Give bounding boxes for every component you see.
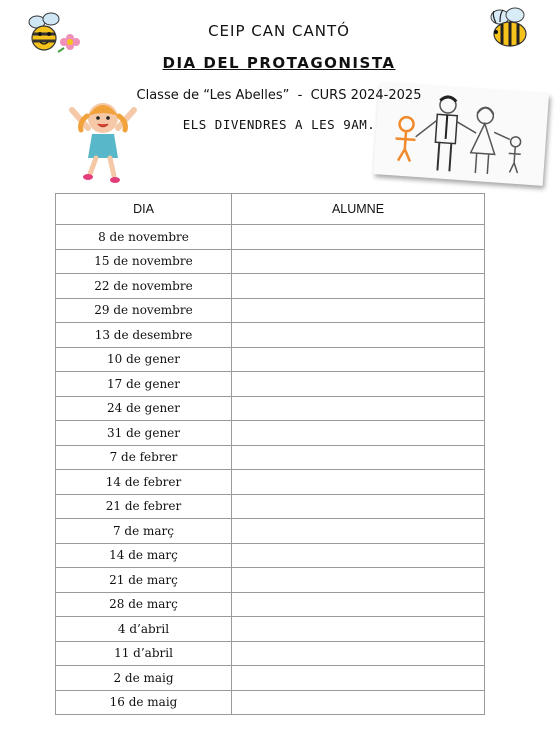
date-cell: 21 de febrer	[56, 494, 232, 519]
table-row	[56, 666, 485, 691]
student-cell[interactable]	[232, 592, 485, 617]
date-cell: 10 de gener	[56, 347, 232, 372]
schedule-text: ELS DIVENDRES A LES 9AM.	[182, 117, 376, 132]
column-header-dia: DIA	[56, 194, 232, 225]
table-header-row	[56, 194, 485, 225]
student-cell[interactable]	[232, 641, 485, 666]
date-cell: 21 de març	[56, 568, 232, 593]
page-title: DIA DEL PROTAGONISTA	[162, 54, 396, 72]
table-row	[56, 519, 485, 544]
date-cell: 15 de novembre	[56, 249, 232, 274]
table-row	[56, 421, 485, 446]
table-row	[56, 249, 485, 274]
table-row	[56, 445, 485, 470]
table-row	[56, 617, 485, 642]
student-cell[interactable]	[232, 249, 485, 274]
student-cell[interactable]	[232, 470, 485, 495]
table-row	[56, 543, 485, 568]
class-year-text: Classe de “Les Abelles” - CURS 2024-2025	[136, 88, 422, 103]
date-cell: 29 de novembre	[56, 298, 232, 323]
student-cell[interactable]	[232, 298, 485, 323]
table-row	[56, 396, 485, 421]
table-row	[56, 494, 485, 519]
student-cell[interactable]	[232, 617, 485, 642]
student-cell[interactable]	[232, 445, 485, 470]
class-year-subtitle	[0, 88, 558, 103]
student-cell[interactable]	[232, 372, 485, 397]
date-cell: 4 d’abril	[56, 617, 232, 642]
date-cell: 8 de novembre	[56, 225, 232, 250]
student-cell[interactable]	[232, 421, 485, 446]
student-cell[interactable]	[232, 690, 485, 715]
table-row	[56, 568, 485, 593]
student-cell[interactable]	[232, 347, 485, 372]
school-name: CEIP CAN CANTÓ	[208, 22, 350, 40]
table-row	[56, 470, 485, 495]
date-cell: 28 de març	[56, 592, 232, 617]
date-cell: 7 de març	[56, 519, 232, 544]
date-cell: 11 d’abril	[56, 641, 232, 666]
date-cell: 7 de febrer	[56, 445, 232, 470]
table-row	[56, 690, 485, 715]
student-cell[interactable]	[232, 568, 485, 593]
table-row	[56, 592, 485, 617]
date-cell: 2 de maig	[56, 666, 232, 691]
date-cell: 17 de gener	[56, 372, 232, 397]
date-cell: 14 de març	[56, 543, 232, 568]
student-cell[interactable]	[232, 274, 485, 299]
student-cell[interactable]	[232, 396, 485, 421]
table-row	[56, 225, 485, 250]
date-cell: 22 de novembre	[56, 274, 232, 299]
table-row	[56, 323, 485, 348]
student-cell[interactable]	[232, 543, 485, 568]
date-cell: 14 de febrer	[56, 470, 232, 495]
protagonist-schedule-table	[55, 193, 485, 715]
student-cell[interactable]	[232, 323, 485, 348]
column-header-alumne: ALUMNE	[232, 194, 485, 225]
student-cell[interactable]	[232, 225, 485, 250]
table-row	[56, 347, 485, 372]
student-cell[interactable]	[232, 494, 485, 519]
student-cell[interactable]	[232, 666, 485, 691]
student-cell[interactable]	[232, 519, 485, 544]
table-row	[56, 372, 485, 397]
date-cell: 13 de desembre	[56, 323, 232, 348]
date-cell: 24 de gener	[56, 396, 232, 421]
date-cell: 16 de maig	[56, 690, 232, 715]
table-row	[56, 641, 485, 666]
table-row	[56, 274, 485, 299]
jumping-girl-icon	[66, 96, 140, 186]
date-cell: 31 de gener	[56, 421, 232, 446]
table-row	[56, 298, 485, 323]
